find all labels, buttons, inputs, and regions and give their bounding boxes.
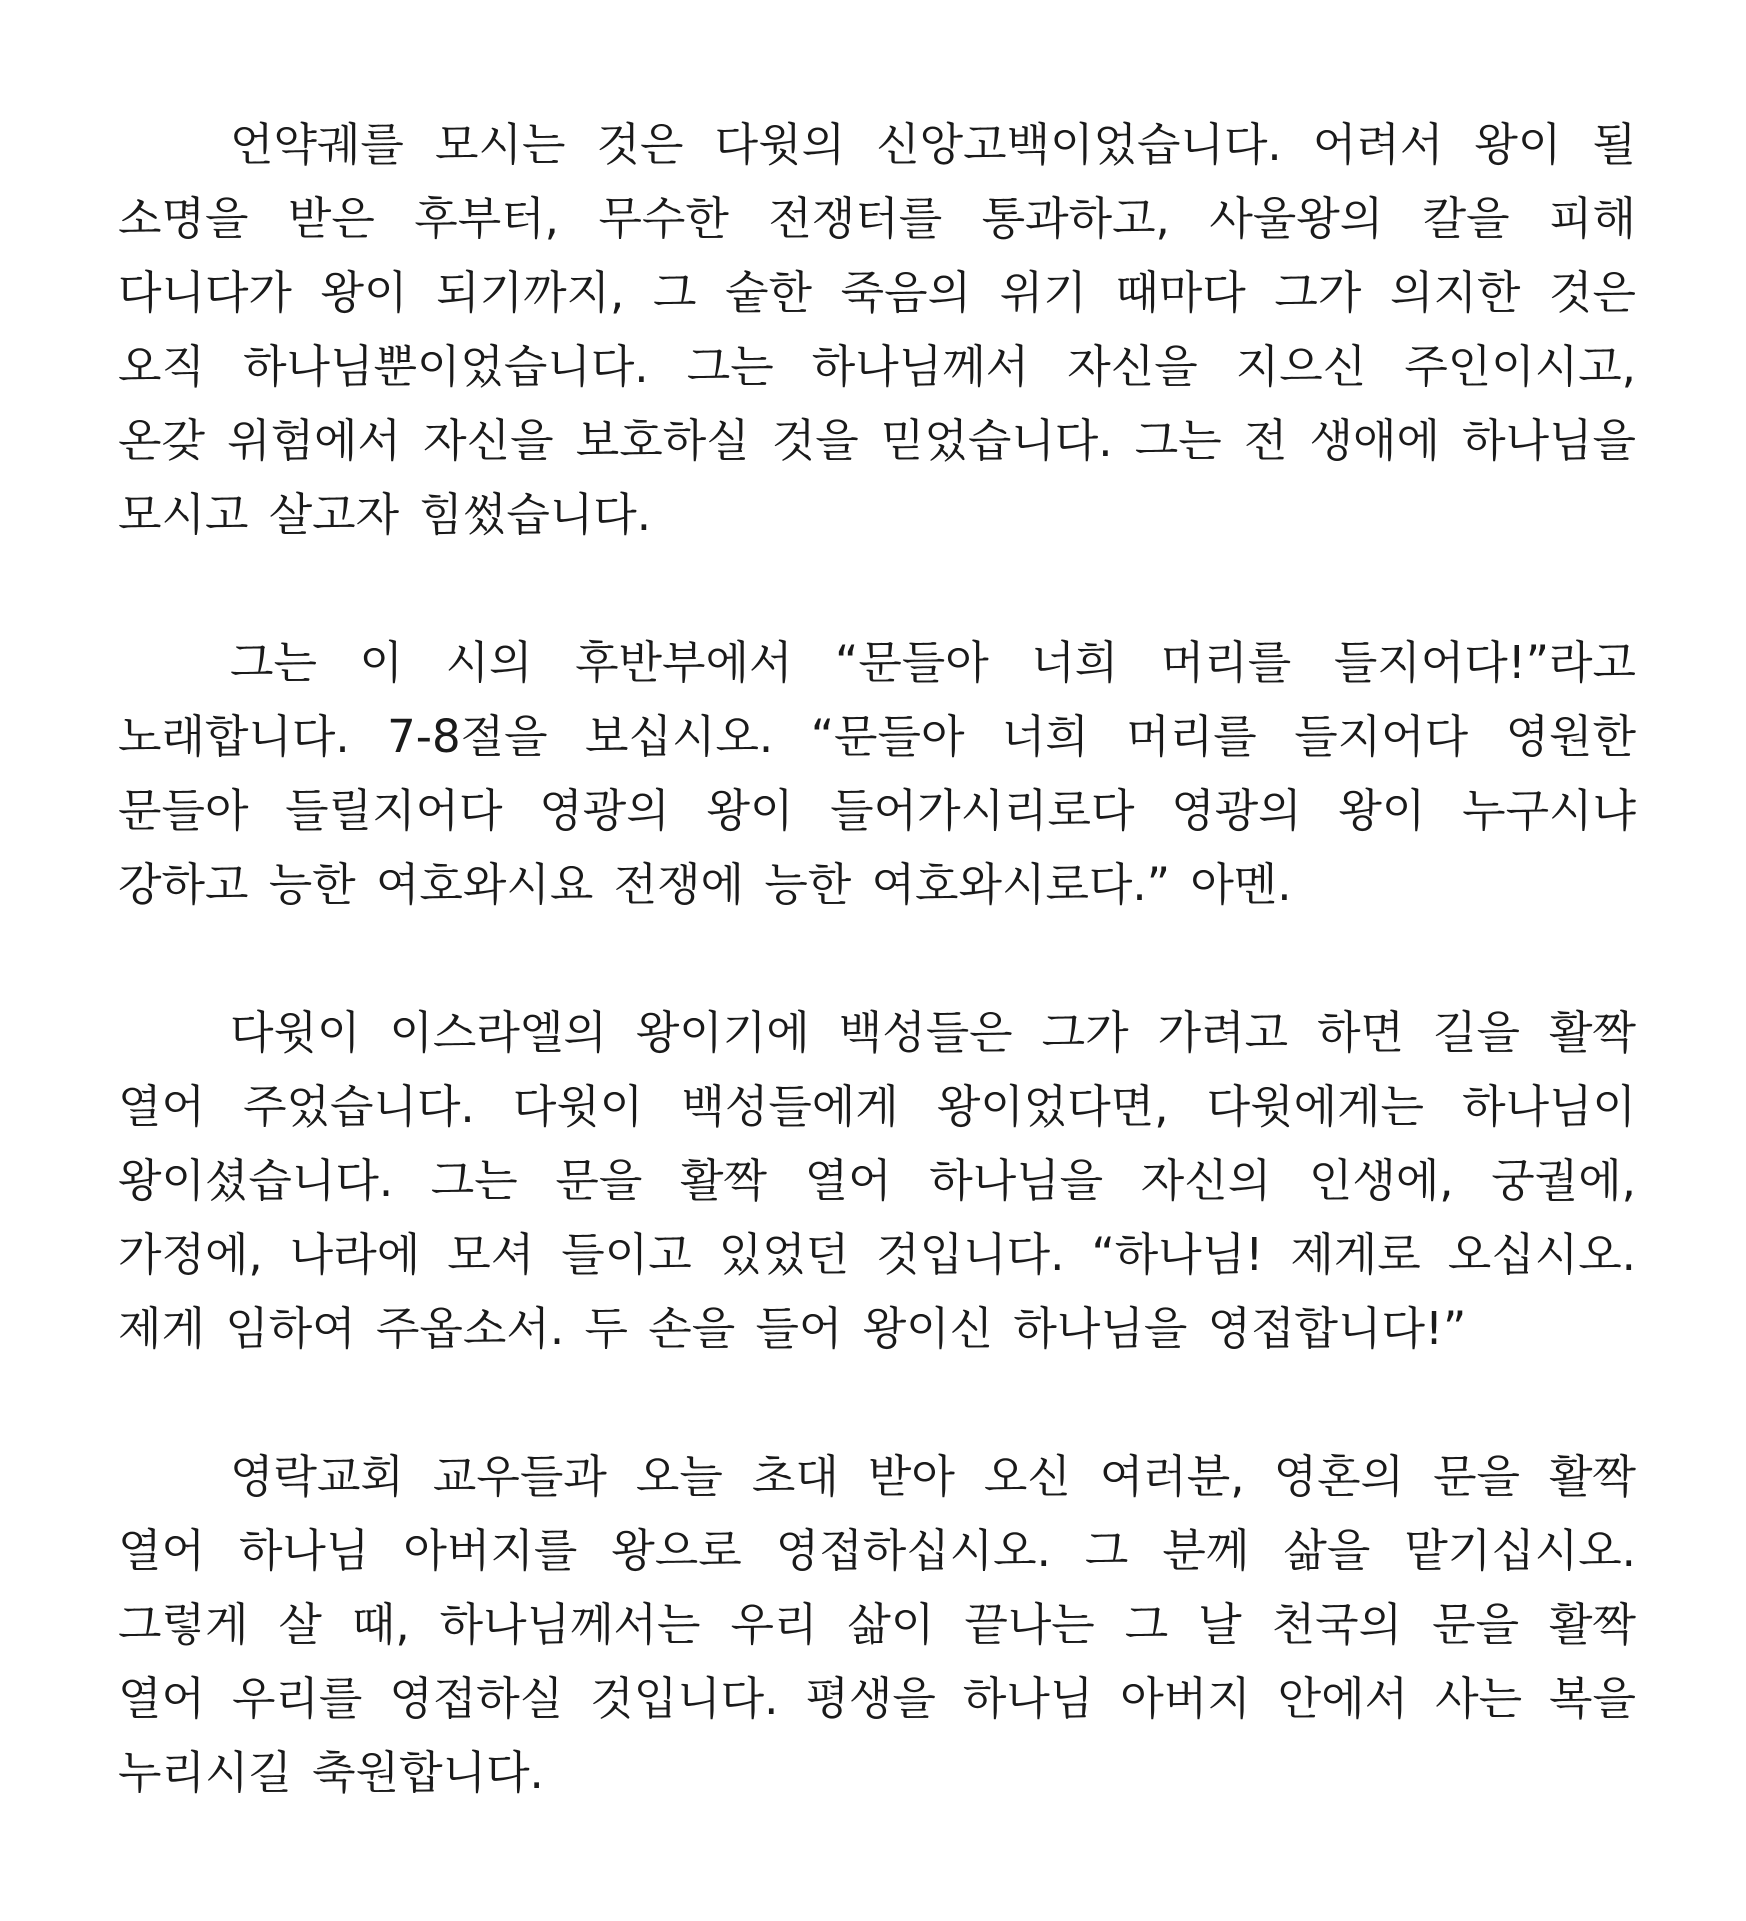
paragraph-closing-blessing: 영락교회 교우들과 오늘 초대 받아 오신 여러분, 영혼의 문을 활짝 열어 하나님 아버지를 왕으로 영접하십시오. 그 분께 삶을 맡기십시오. 그렇게 살 때, 하나님께서는 우리 삶이 끝나는 그 날 천국의 문을 활짝 열어 우리를 영접하실 것입니다. 평생을 하나님 아버지 안에서 사는 복을 누리시길 축원합니다. bbox=[118, 1450, 1636, 1799]
paragraph-ark-of-covenant: 언약궤를 모시는 것은 다윗의 신앙고백이었습니다. 어려서 왕이 될 소명을 받은 후부터, 무수한 전쟁터를 통과하고, 사울왕의 칼을 피해 다니다가 왕이 되기까지, 그 숱한 죽음의 위기 때마다 그가 의지한 것은 오직 하나님뿐이었습니다. 그는 하나님께서 자신을 지으신 주인이시고, 온갖 위험에서 자신을 보호하실 것을 믿었습니다. 그는 전 생애에 하나님을 모시고 살고자 힘썼습니다. bbox=[118, 118, 1636, 541]
paragraph-lift-up-your-heads: 그는 이 시의 후반부에서 “문들아 너희 머리를 들지어다!”라고 노래합니다. 7-8절을 보십시오. “문들아 너희 머리를 들지어다 영원한 문들아 들릴지어다 영광의 왕이 들어가시리로다 영광의 왕이 누구시냐 강하고 능한 여호와시요 전쟁에 능한 여호와시로다.” 아멘. bbox=[118, 636, 1636, 911]
paragraph-god-is-king: 다윗이 이스라엘의 왕이기에 백성들은 그가 가려고 하면 길을 활짝 열어 주었습니다. 다윗이 백성들에게 왕이었다면, 다윗에게는 하나님이 왕이셨습니다. 그는 문을 활짝 열어 하나님을 자신의 인생에, 궁궐에, 가정에, 나라에 모셔 들이고 있었던 것입니다. “하나님! 제게로 오십시오. 제게 임하여 주옵소서. 두 손을 들어 왕이신 하나님을 영접합니다!” bbox=[118, 1006, 1636, 1355]
sermon-page bbox=[118, 108, 1636, 1810]
